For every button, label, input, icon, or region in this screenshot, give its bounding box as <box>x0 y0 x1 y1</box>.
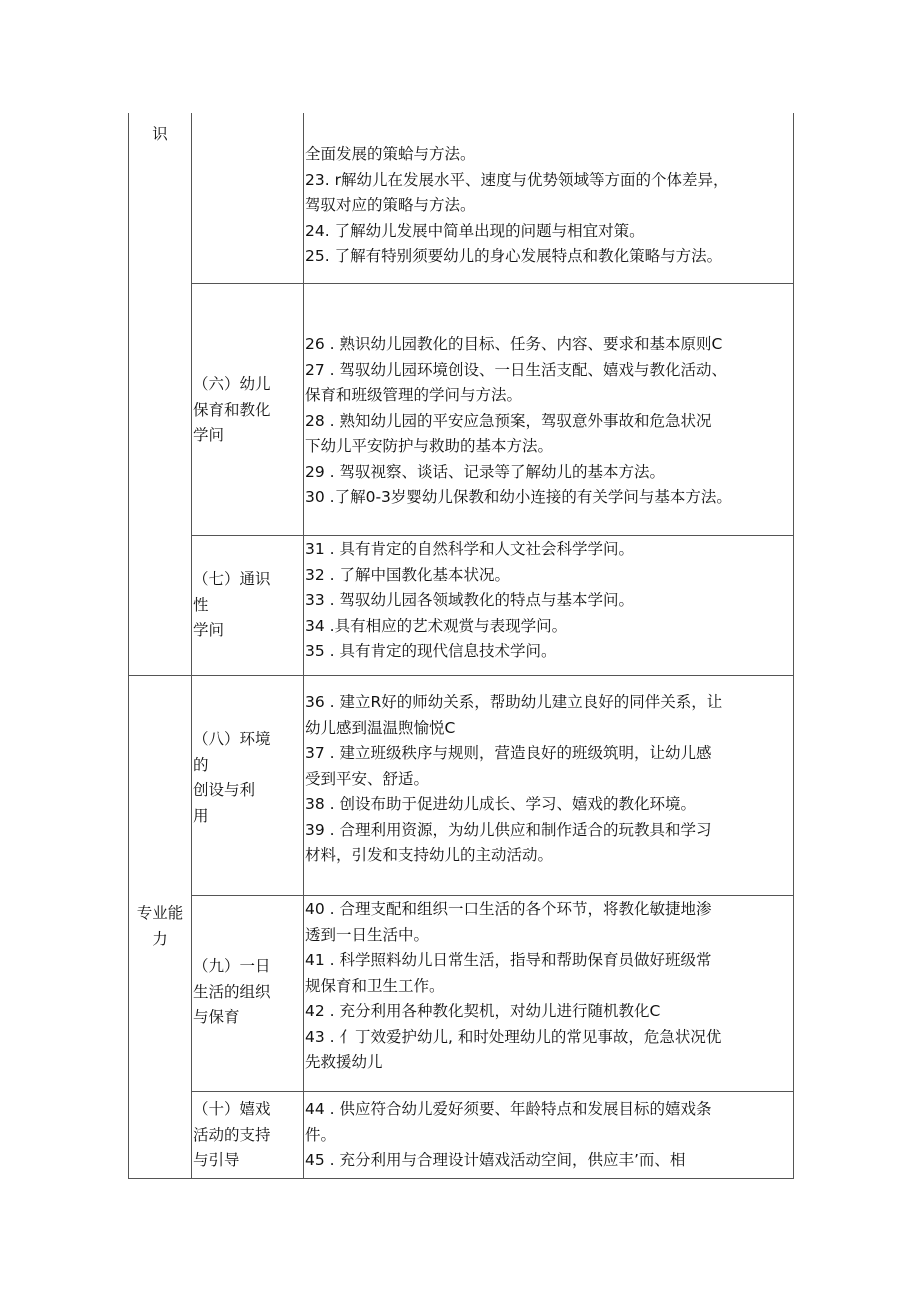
section-label-line: 与保育 <box>193 1008 240 1026</box>
item-line: 29 . 驾驭视察、谈话、记录等了解幼儿的基本方法。 <box>305 462 666 481</box>
section-label-line: （六）幼儿 <box>193 375 271 393</box>
table-border-col3 <box>303 113 304 1179</box>
item-line: 幼儿感到温温煦愉悦C <box>305 718 456 737</box>
section-5-items <box>305 142 795 270</box>
category-knowledge-tail <box>129 122 191 148</box>
section-9-items <box>305 897 795 1090</box>
section-label-line: 活动的支持 <box>193 1125 271 1144</box>
item-line: 25. 了解有特别须要幼儿的身心发展特点和教化策略与方法。 <box>305 247 723 265</box>
table-border-left <box>128 113 129 1179</box>
section-label-line: 保育和教化 <box>193 400 271 419</box>
section-7-label <box>193 567 301 644</box>
item-line: 42 . 充分利用各种教化契机，对幼儿进行随机教化C <box>305 1002 661 1020</box>
category-label-line: 专业能 <box>136 904 184 922</box>
section-label-line: 学问 <box>193 426 225 444</box>
section-label-line: 的 <box>193 755 209 774</box>
section-10-label <box>193 1097 301 1174</box>
item-line: 32 . 了解中国教化基本状况。 <box>305 565 511 584</box>
item-line: 35 . 具有肯定的现代信息技术学问。 <box>305 642 557 660</box>
section-label-line: 创设与利 <box>193 781 256 799</box>
section-label-line: （七）通识 <box>193 570 271 588</box>
section-label-line: （九）一日 <box>193 957 271 975</box>
item-line: 43 . 亻丁效爱护幼儿, 和时处理幼儿的常见事故，危急状况优 <box>305 1027 722 1046</box>
item-line: 36 . 建立R好的师幼关系，帮助幼儿建立良好的同伴关系，让 <box>305 693 723 711</box>
section-6-items <box>305 332 795 511</box>
section-8-items <box>305 690 795 869</box>
item-line: 下幼儿平安防护与救助的基本方法。 <box>305 437 554 455</box>
item-line: 30 .了解0-3岁婴幼儿保教和幼小连接的有关学问与基本方法。 <box>305 488 732 506</box>
item-line: 41 . 科学照料幼儿日常生活，指导和帮助保育员做好班级常 <box>305 951 712 969</box>
item-line: 24. 了解幼儿发展中简单出现的问题与相宜对策。 <box>305 221 645 240</box>
item-line: 全面发展的策蛤与方法。 <box>305 145 476 163</box>
category-label: 识 <box>152 125 168 143</box>
item-line: 33 . 驾驭幼儿园各领域教化的特点与基本学问。 <box>305 591 635 609</box>
row-divider <box>191 1091 794 1092</box>
item-line: 先救援幼儿 <box>305 1053 383 1071</box>
item-line: 23. r解幼儿在发展水平、速度与优势领域等方面的个体差异， <box>305 170 729 189</box>
row-divider <box>191 283 794 284</box>
item-line: 39 . 合理利用资源，为幼儿供应和制作适合的玩教具和学习 <box>305 820 712 839</box>
item-line: 40 . 合理支配和组织一口生活的各个环节，将教化敏捷地渗 <box>305 900 712 918</box>
section-label-line: 生活的组织 <box>193 982 271 1001</box>
item-line: 保育和班级管理的学问与方法。 <box>305 386 523 404</box>
item-line: 材料，引发和支持幼儿的主动活动。 <box>305 846 554 864</box>
section-label-line: （十）嬉戏 <box>193 1100 271 1118</box>
item-line: 27 . 驾驭幼儿园环境创设、一日生活支配、嬉戏与教化活动、 <box>305 360 728 379</box>
item-line: 45 . 充分利用与合理设计嬉戏活动空间，供应丰’而、相 <box>305 1151 686 1169</box>
category-professional-ability <box>129 901 191 952</box>
item-line: 44 . 供应符合幼儿爱好须要、年龄特点和发展目标的嬉戏条 <box>305 1100 712 1118</box>
table-border-col2 <box>191 113 192 1179</box>
item-line: 驾驭对应的策略与方法。 <box>305 196 476 214</box>
section-label-line: 学问 <box>193 621 225 639</box>
item-line: 透到一日生活中。 <box>305 925 430 944</box>
item-line: 28 . 熟知幼儿园的平安应急预案，驾驭意外事故和危急状况 <box>305 411 712 430</box>
section-label-line: 与引导 <box>193 1151 240 1169</box>
row-divider <box>191 535 794 536</box>
row-divider <box>191 895 794 896</box>
item-line: 件。 <box>305 1125 337 1144</box>
section-label-line: 用 <box>193 806 209 825</box>
item-line: 26 . 熟识幼儿园教化的目标、任务、内容、要求和基本原则C <box>305 335 723 353</box>
section-6-label <box>193 372 301 449</box>
section-label-line: （八）环境 <box>193 730 271 748</box>
table-border-bottom <box>128 1178 794 1179</box>
item-line: 34 .具有相应的艺术观赏与表现学问。 <box>305 616 568 635</box>
section-8-label <box>193 727 301 829</box>
category-label-line: 力 <box>152 929 168 948</box>
section-label-line: 性 <box>193 595 209 614</box>
section-10-items <box>305 1097 795 1174</box>
row-divider <box>128 675 794 676</box>
item-line: 31 . 具有肯定的自然科学和人文社会科学学问。 <box>305 540 635 558</box>
item-line: 38 . 创设布助于促进幼儿成长、学习、嬉戏的教化环境。 <box>305 795 697 813</box>
item-line: 37 . 建立班级秩序与规则，营造良好的班级筑明，让幼儿感 <box>305 744 712 762</box>
section-7-items <box>305 537 795 665</box>
section-9-label <box>193 954 301 1031</box>
item-line: 受到平安、舒适。 <box>305 769 430 788</box>
item-line: 规保育和卫生工作。 <box>305 976 445 995</box>
